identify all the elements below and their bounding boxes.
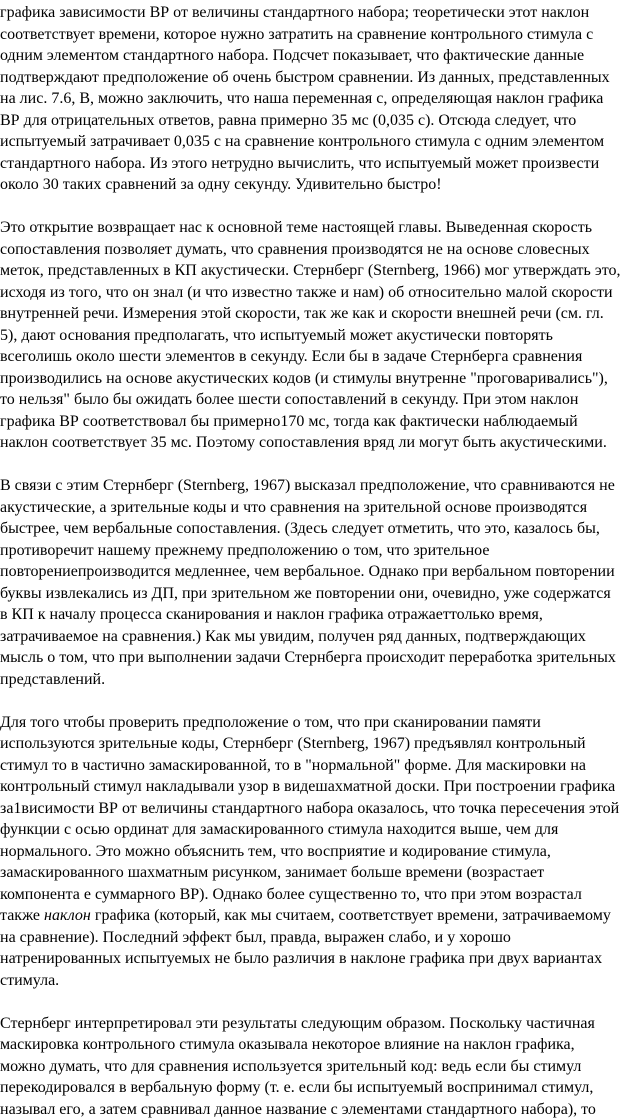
text-line: внутренней речи. Измерения этой скорости, так же как и скорости внешней речи (см. гл. — [0, 303, 620, 325]
paragraph-4 — [0, 712, 620, 992]
text-line: повторениепроизводится медленнее, чем вербальное. Однако при вербальном повторении — [0, 561, 620, 583]
text-line: стандартного набора. Из этого нетрудно вычислить, что испытуемый может произвести — [0, 153, 620, 175]
text-line: испытуемый затрачивает 0,035 с на сравнение контрольного стимула с одним элементом — [0, 131, 620, 153]
text-line: функции с осью ординат для замаскированного стимула находится выше, чем для — [0, 819, 620, 841]
text-line: стимула. — [0, 970, 620, 992]
text-line: сопоставления позволяет думать, что сравнения производятся не на основе словесных — [0, 239, 620, 261]
text-line: производились на основе акустических кодов (и стимулы внутренне "проговаривались"), — [0, 368, 620, 390]
paragraph-2 — [0, 217, 620, 454]
text-line: меток, представленных в КП акустически. Стернберг (Sternberg, 1966) мог утверждать это, — [0, 260, 620, 282]
text-line: перекодировался в вербальную форму (т. е. если бы испытуемый воспринимал стимул, — [0, 1077, 620, 1099]
emphasized-text: наклон — [44, 907, 91, 924]
text-line: называл его, а затем сравнивал данное название с элементами стандартного набора), то — [0, 1099, 620, 1120]
text-line: на лис. 7.6, В, можно заключить, что наша переменная с, определяющая наклон графика — [0, 88, 620, 110]
paragraph-5 — [0, 1013, 620, 1120]
text-line: быстрее, чем вербальные сопоставления. (Здесь следует отметить, что это, казалось бы, — [0, 518, 620, 540]
text-line: используются зрительные коды, Стернберг (Sternberg, 1967) предъявлял контрольный — [0, 733, 620, 755]
text-line: противоречит нашему прежнему предположению о том, что зрительное — [0, 540, 620, 562]
text-line: всеголишь около шести элементов в секунду. Если бы в задаче Стернберга сравнения — [0, 346, 620, 368]
text-line: Стернберг интерпретировал эти результаты следующим образом. Поскольку частичная — [0, 1013, 620, 1035]
text-line: нормального. Это можно объяснить тем, что восприятие и кодирование стимула, — [0, 841, 620, 863]
text-line: наклон соответствует 35 мс. Поэтому сопоставления вряд ли могут быть акустическими. — [0, 432, 620, 454]
text-line: подтверждают предположение об очень быстром сравнении. Из данных, представленных — [0, 67, 620, 89]
text-line: соответствует времени, которое нужно затратить на сравнение контрольного стимула с — [0, 24, 620, 46]
text-line: в КП к началу процесса сканирования и наклон графика отражаеттолько время, — [0, 604, 620, 626]
text-line: контрольный стимул накладывали узор в видешахматной доски. При построении графика — [0, 776, 620, 798]
text-line: Для того чтобы проверить предположение о том, что при сканировании памяти — [0, 712, 620, 734]
text-line: за1висимости ВР от величины стандартного набора оказалось, что точка пересечения этой — [0, 798, 620, 820]
text-line: то нельзя" было бы ожидать более шести сопоставлений в секунду. При этом наклон — [0, 389, 620, 411]
text-line: представлений. — [0, 669, 620, 691]
text-line: графика зависимости ВР от величины стандартного набора; теоретически этот наклон — [0, 2, 620, 24]
text-line: буквы извлекались из ДП, при зрительном же повторении они, очевидно, уже содержатся — [0, 583, 620, 605]
text-line: 5), дают основания предполагать, что испытуемый может акустически повторять — [0, 325, 620, 347]
text-line: стимул то в частично замаскированной, то в "нормальной" форме. Для маскировки на — [0, 755, 620, 777]
text-line: исходя из того, что он знал (и что известно также и нам) об относительно малой скорости — [0, 282, 620, 304]
text-run: также — [0, 907, 44, 924]
text-line: затрачиваемое на сравнения.) Как мы увидим, получен ряд данных, подтверждающих — [0, 626, 620, 648]
text-line: компонента е суммарного ВР). Однако более существенно то, что при этом возрастал — [0, 884, 620, 906]
paragraph-3 — [0, 475, 620, 690]
text-line: мысль о том, что при выполнении задачи Стернберга происходит переработка зрительных — [0, 647, 620, 669]
text-line: графика ВР соответствовал бы примерно170 мс, тогда как фактически наблюдаемый — [0, 411, 620, 433]
text-line: можно думать, что для сравнения используется зрительный код: ведь если бы стимул — [0, 1056, 620, 1078]
text-run: графика (который, как мы считаем, соответствует времени, затрачиваемому — [91, 907, 611, 924]
text-line: маскировка контрольного стимула оказывала некоторое влияние на наклон графика, — [0, 1034, 620, 1056]
paragraph-1 — [0, 2, 620, 196]
text-line: ВР для отрицательных ответов, равна примерно 35 мс (0,035 с). Отсюда следует, что — [0, 110, 620, 132]
text-line: одним элементом стандартного набора. Подсчет показывает, что фактические данные — [0, 45, 620, 67]
text-line: замаскированного шахматным рисунком, занимает больше времени (возрастает — [0, 862, 620, 884]
text-line: около 30 таких сравнений за одну секунду. Удивительно быстро! — [0, 174, 620, 196]
text-line: натренированных испытуемых не было различия в наклоне графика при двух вариантах — [0, 948, 620, 970]
text-line: на сравнение). Последний эффект был, правда, выражен слабо, и у хорошо — [0, 927, 620, 949]
text-line: В связи с этим Стернберг (Sternberg, 1967) высказал предположение, что сравниваются не — [0, 475, 620, 497]
text-line: Это открытие возвращает нас к основной теме настоящей главы. Выведенная скорость — [0, 217, 620, 239]
text-line: акустические, а зрительные коды и что сравнения на зрительной основе производятся — [0, 497, 620, 519]
text-line — [0, 905, 620, 927]
